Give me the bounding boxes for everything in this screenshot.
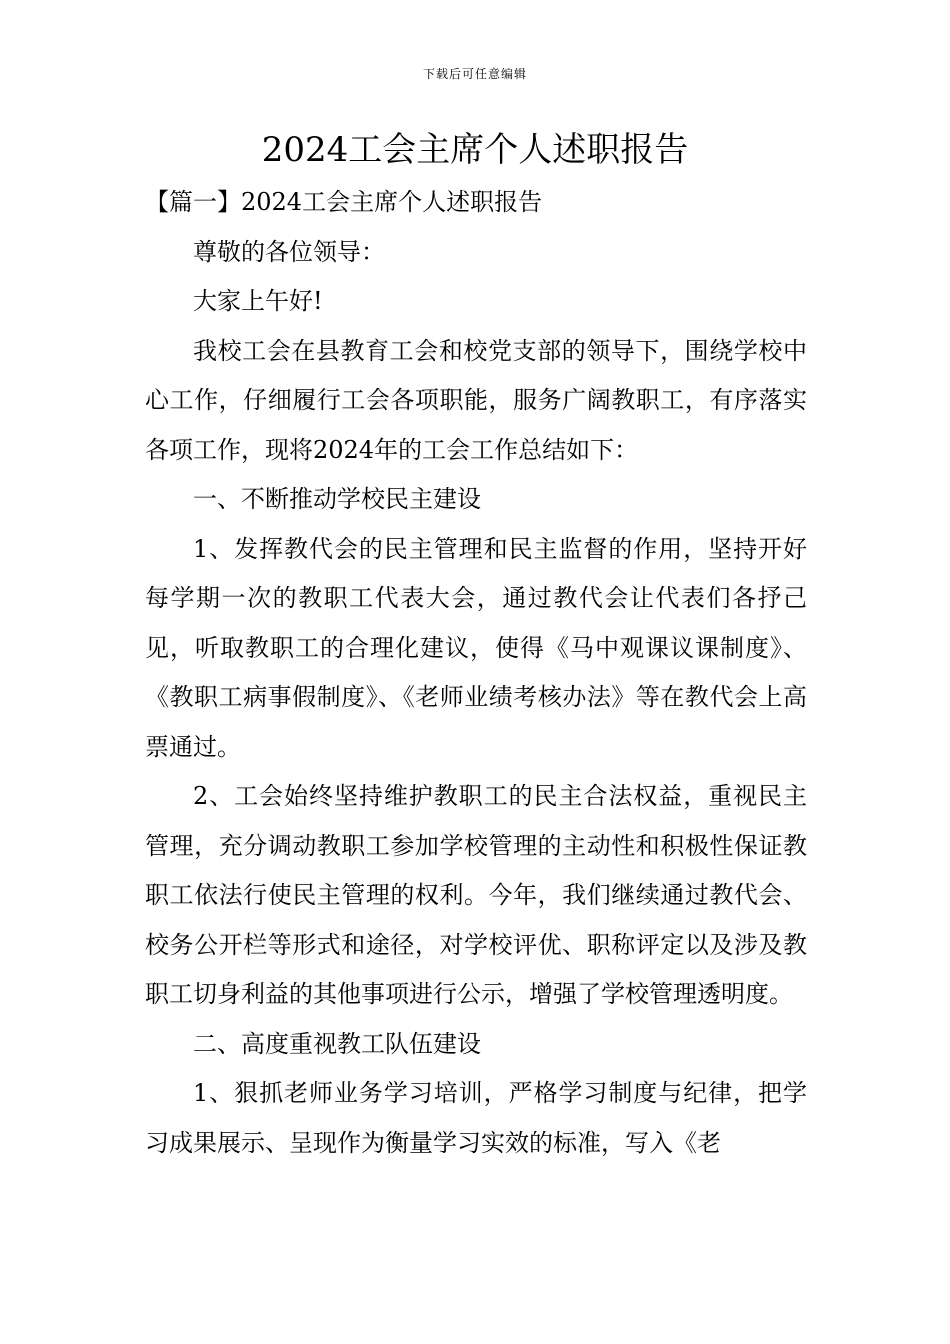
intro-paragraph: 我校工会在县教育工会和校党支部的领导下，围绕学校中心工作，仔细履行工会各项职能，服务广阔教职工，有序落实各项工作，现将2024年的工会工作总结如下： <box>145 336 807 464</box>
page-header-note: 下载后可任意编辑 <box>422 67 527 81</box>
greeting: 大家上午好! <box>193 287 323 315</box>
paragraph-democracy-1: 1、发挥教代会的民主管理和民主监督的作用，坚持开好每学期一次的教职工代表大会，通过教代会让代表们各抒己见，听取教职工的合理化建议，使得《马中观课议课制度》、《教职工病事假制度》、《老师业绩考核办法》等在教代会上高票通过。 <box>145 534 807 761</box>
salutation: 尊敬的各位领导： <box>193 237 385 266</box>
paragraph-democracy-2: 2、工会始终坚持维护教职工的民主合法权益，重视民主管理，充分调动教职工参加学校管理的主动性和积极性保证教职工依法行使民主管理的权利。今年，我们继续通过教代会、校务公开栏等形式和途径，对学校评优、职称评定以及涉及教职工切身利益的其他事项进行公示，增强了学校管理透明度。 <box>145 782 807 1008</box>
section-heading-democracy: 一、不断推动学校民主建设 <box>193 485 481 513</box>
document-title: 2024工会主席个人述职报告 <box>261 130 689 170</box>
paragraph-staff-1: 1、狠抓老师业务学习培训，严格学习制度与纪律，把学习成果展示、呈现作为衡量学习实效的标准，写入《老 <box>145 1079 807 1157</box>
section-heading-staff: 二、高度重视教工队伍建设 <box>193 1029 481 1058</box>
section-heading-part-one: 【篇一】2024工会主席个人述职报告 <box>145 188 543 216</box>
document-body <box>145 178 807 1168</box>
